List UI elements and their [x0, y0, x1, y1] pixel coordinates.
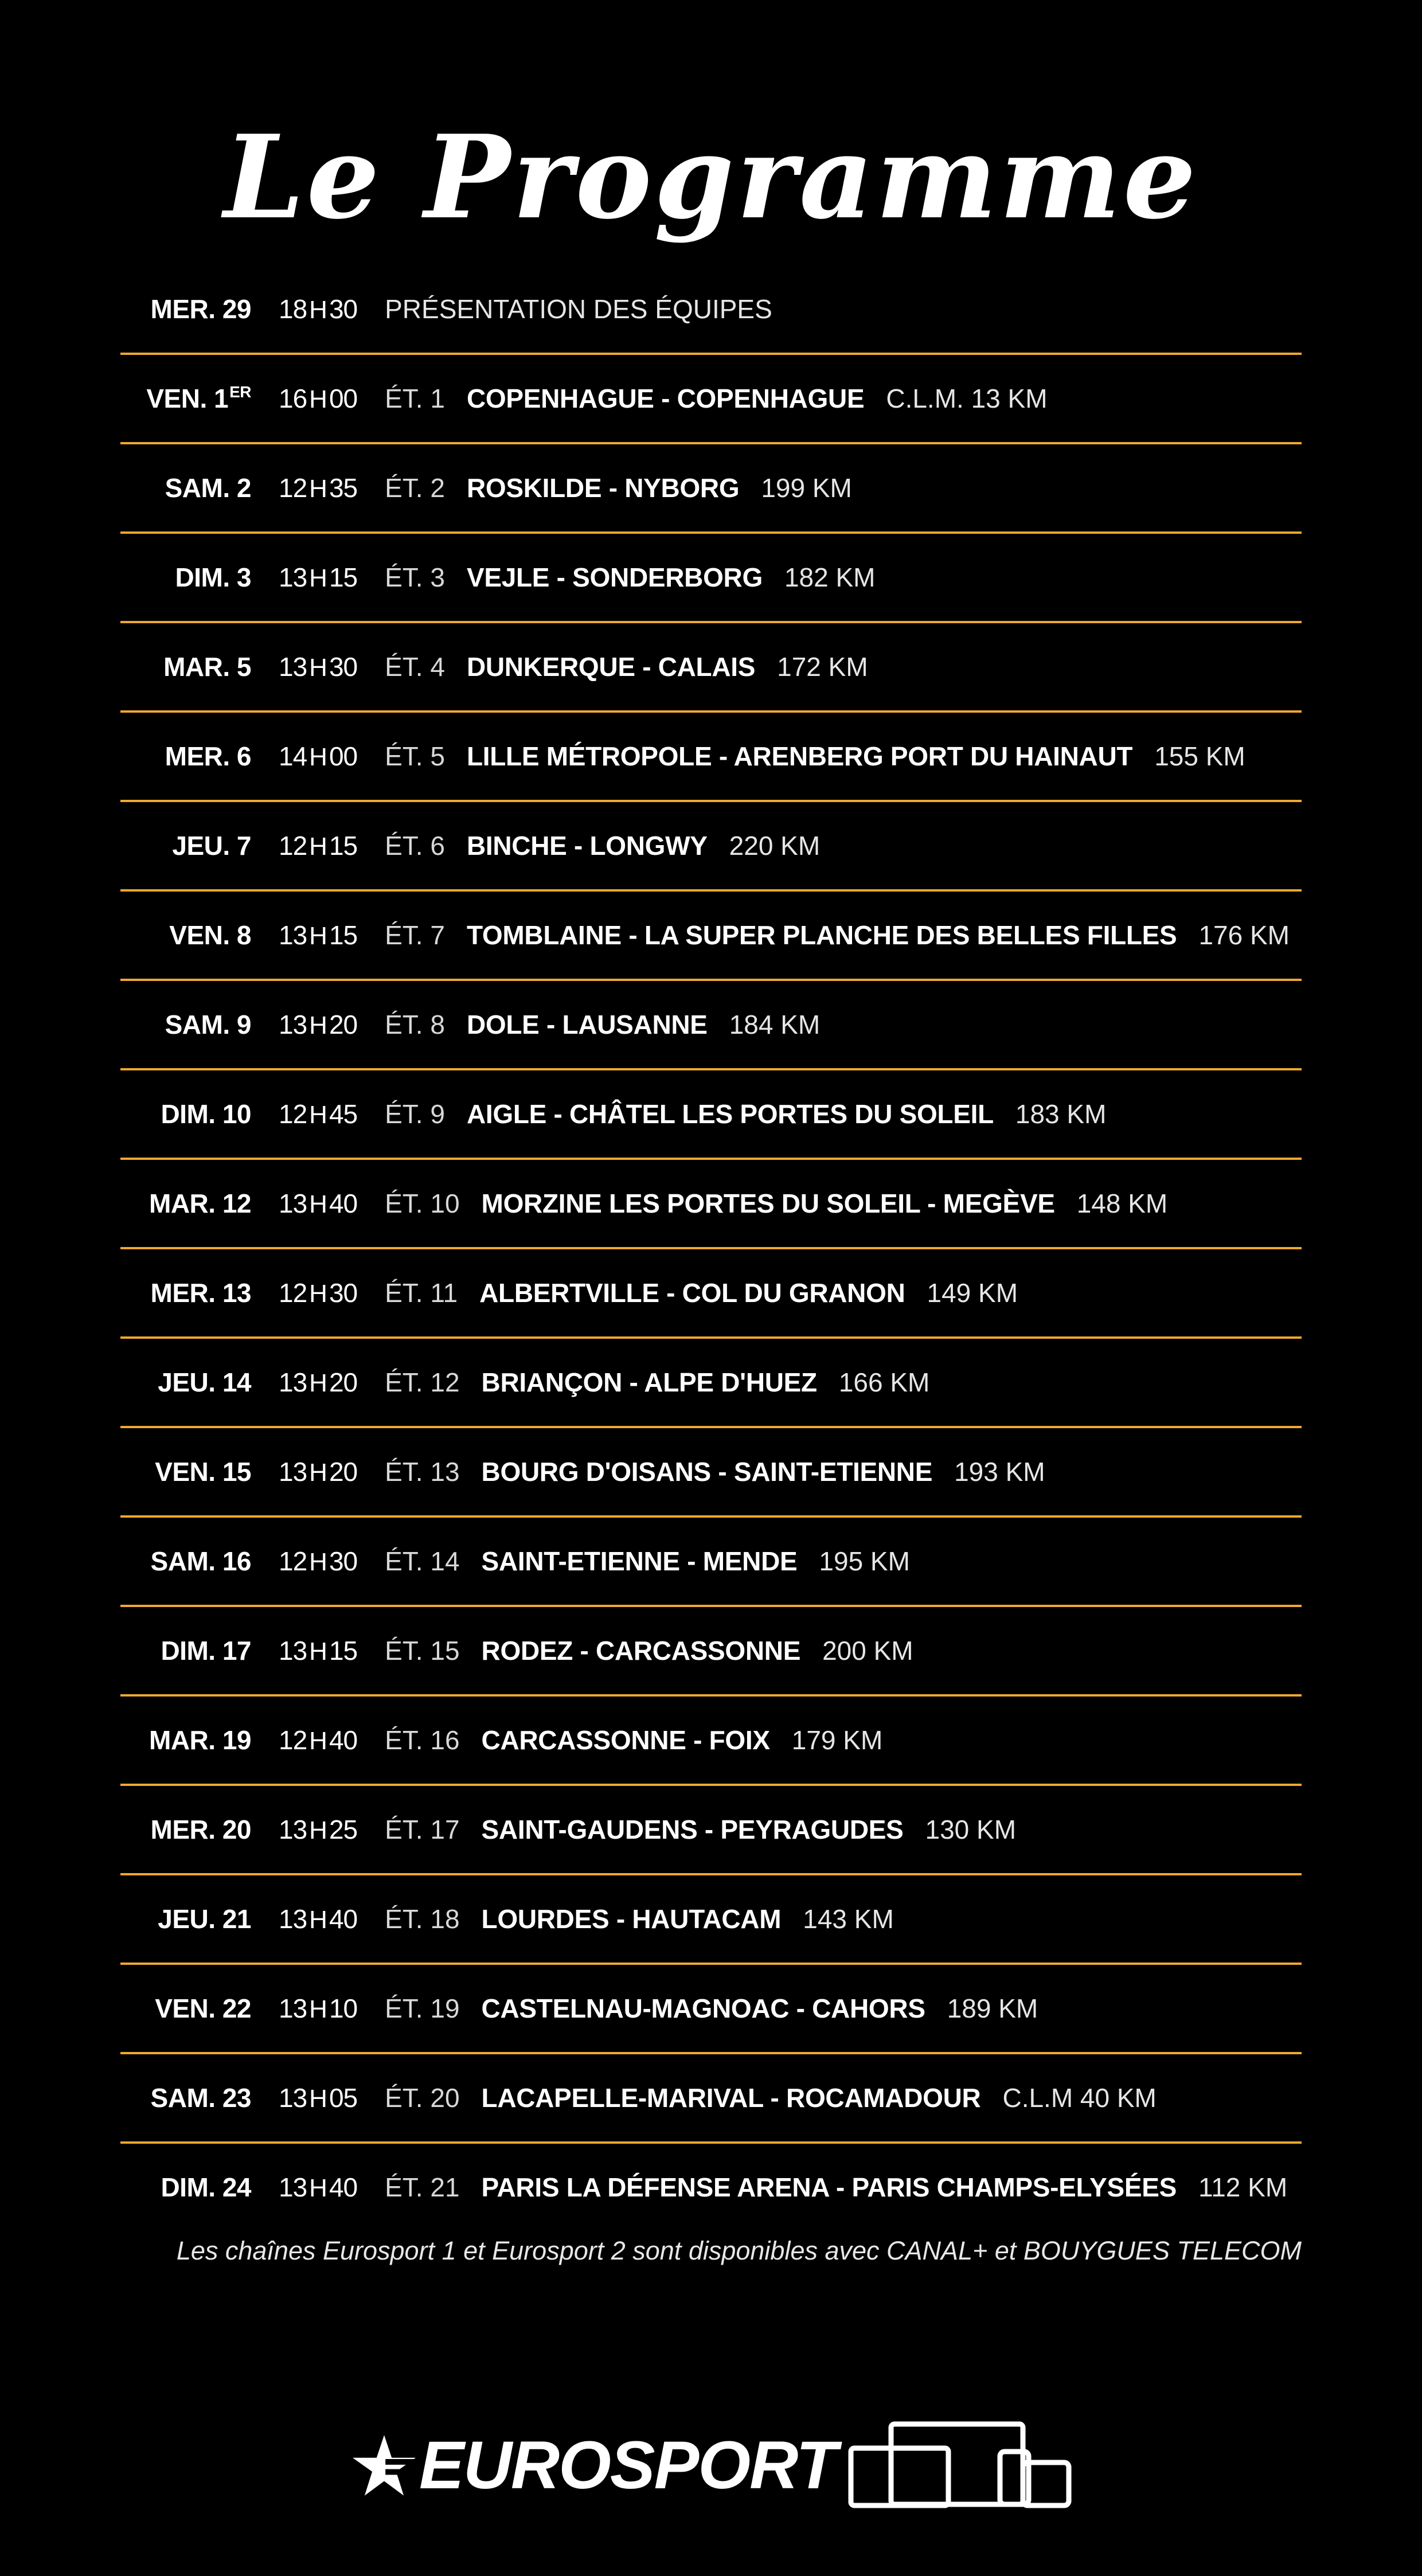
row-time	[279, 1009, 357, 1040]
row-distance: 143 KM	[803, 1904, 894, 1934]
row-stage: ÉT. 12	[385, 1367, 460, 1397]
schedule-row	[120, 1428, 1302, 1518]
row-date	[120, 383, 251, 414]
row-distance: 148 KM	[1076, 1189, 1168, 1218]
row-date	[120, 1277, 251, 1308]
row-date-text: DIM. 3	[175, 562, 251, 592]
row-time-unit: H	[309, 1459, 327, 1487]
schedule-row	[120, 892, 1302, 981]
row-distance: 182 KM	[784, 562, 876, 592]
row-time-unit: H	[309, 2174, 327, 2202]
row-date	[120, 1814, 251, 1845]
row-time-minute: 15	[329, 562, 358, 592]
row-stage: ÉT. 8	[385, 1010, 445, 1039]
row-stage: ÉT. 4	[385, 652, 445, 682]
row-time-hour: 13	[279, 1993, 307, 2023]
row-time-minute: 35	[329, 473, 358, 503]
row-stage: ÉT. 20	[385, 2083, 460, 2113]
row-route: SAINT-ETIENNE - MENDE	[481, 1546, 798, 1576]
row-distance: 130 KM	[925, 1815, 1017, 1844]
row-time	[279, 741, 357, 772]
row-time	[279, 1367, 357, 1398]
row-route: DUNKERQUE - CALAIS	[466, 652, 756, 682]
row-route: LOURDES - HAUTACAM	[481, 1904, 782, 1934]
row-time-hour: 13	[279, 1367, 307, 1397]
row-time-unit: H	[309, 1190, 327, 1218]
row-time-unit: H	[309, 1548, 327, 1576]
row-stage: ÉT. 6	[385, 831, 445, 861]
row-time-unit: H	[309, 1995, 327, 2023]
row-distance: C.L.M. 13 KM	[886, 384, 1048, 413]
row-stage: ÉT. 11	[385, 1278, 458, 1308]
row-route: RODEZ - CARCASSONNE	[481, 1636, 801, 1666]
row-distance: 200 KM	[822, 1636, 913, 1666]
schedule-row	[120, 1875, 1302, 1965]
row-time-unit: H	[309, 1101, 327, 1129]
row-distance: 176 KM	[1198, 920, 1290, 950]
row-date	[120, 1367, 251, 1398]
schedule-row	[120, 1070, 1302, 1160]
row-distance: 172 KM	[777, 652, 868, 682]
row-time-hour: 18	[279, 294, 307, 324]
row-date	[120, 294, 251, 325]
row-stage: ÉT. 16	[385, 1725, 460, 1755]
schedule-list	[120, 265, 1302, 2231]
row-date	[120, 920, 251, 951]
row-date	[120, 1635, 251, 1666]
row-route: CARCASSONNE - FOIX	[481, 1725, 770, 1755]
row-time-hour: 13	[279, 1636, 307, 1666]
row-time-unit: H	[309, 1011, 327, 1039]
row-stage: ÉT. 13	[385, 1457, 460, 1487]
row-time-minute: 30	[329, 652, 358, 682]
row-time-hour: 12	[279, 831, 307, 861]
row-time	[279, 1814, 357, 1845]
row-time-minute: 05	[329, 2083, 358, 2113]
row-route: ALBERTVILLE - COL DU GRANON	[479, 1278, 905, 1308]
row-stage: ÉT. 15	[385, 1636, 460, 1666]
row-route: DOLE - LAUSANNE	[466, 1010, 708, 1039]
row-date	[120, 1099, 251, 1129]
schedule-row	[120, 2144, 1302, 2231]
row-time-minute: 00	[329, 384, 358, 413]
row-time-minute: 20	[329, 1367, 358, 1397]
schedule-row	[120, 1339, 1302, 1428]
row-time-unit: H	[309, 296, 327, 324]
row-date-text: MER. 6	[165, 741, 251, 771]
row-distance: 195 KM	[819, 1546, 910, 1576]
row-date	[120, 830, 251, 861]
row-distance: 193 KM	[954, 1457, 1045, 1487]
row-stage: ÉT. 7	[385, 920, 445, 950]
row-date	[120, 1993, 251, 2024]
row-time-hour: 14	[279, 741, 307, 771]
row-time-hour: 12	[279, 1725, 307, 1755]
row-time-minute: 10	[329, 1993, 358, 2023]
row-time-unit: H	[309, 922, 327, 950]
row-date-text: MAR. 12	[149, 1189, 251, 1218]
row-time	[279, 1546, 357, 1577]
row-time	[279, 2172, 357, 2203]
row-time-unit: H	[309, 654, 327, 682]
schedule-row	[120, 1786, 1302, 1875]
row-time	[279, 562, 357, 593]
row-time-minute: 40	[329, 1189, 358, 1218]
row-route: BINCHE - LONGWY	[466, 831, 708, 861]
row-time-minute: 15	[329, 831, 358, 861]
row-stage: ÉT. 3	[385, 562, 445, 592]
row-time	[279, 383, 357, 414]
row-distance: 112 KM	[1198, 2172, 1288, 2202]
row-date-text: MER. 29	[150, 294, 251, 324]
row-presentation: PRÉSENTATION DES ÉQUIPES	[385, 294, 772, 324]
row-time-hour: 13	[279, 562, 307, 592]
row-route: PARIS LA DÉFENSE ARENA - PARIS CHAMPS-ELYSÉES	[481, 2172, 1177, 2202]
row-date-text: VEN. 1	[146, 384, 229, 413]
row-time-unit: H	[309, 1369, 327, 1397]
row-time-unit: H	[309, 2085, 327, 2113]
row-route: SAINT-GAUDENS - PEYRAGUDES	[481, 1815, 904, 1844]
row-time-minute: 15	[329, 1636, 358, 1666]
footnote: Les chaînes Eurosport 1 et Eurosport 2 sont disponibles avec CANAL+ et BOUYGUES TELECOM	[176, 2236, 1302, 2265]
row-time	[279, 2082, 357, 2113]
row-time	[279, 1188, 357, 1219]
row-route: MORZINE LES PORTES DU SOLEIL - MEGÈVE	[481, 1189, 1055, 1218]
row-distance: C.L.M 40 KM	[1002, 2083, 1157, 2113]
row-route: CASTELNAU-MAGNOAC - CAHORS	[481, 1993, 925, 2023]
row-time-minute: 45	[329, 1099, 358, 1129]
row-time-unit: H	[309, 1280, 327, 1308]
row-time	[279, 294, 357, 325]
row-date-text: SAM. 23	[150, 2083, 251, 2113]
row-distance: 183 KM	[1015, 1099, 1107, 1129]
row-time	[279, 1635, 357, 1666]
row-route: BOURG D'OISANS - SAINT-ETIENNE	[481, 1457, 933, 1487]
row-distance: 220 KM	[729, 831, 821, 861]
row-date-text: JEU. 21	[158, 1904, 251, 1934]
row-time-unit: H	[309, 1906, 327, 1934]
row-time-hour: 13	[279, 2172, 307, 2202]
row-date-text: JEU. 14	[158, 1367, 251, 1397]
row-route: ROSKILDE - NYBORG	[466, 473, 740, 503]
schedule-row	[120, 1160, 1302, 1249]
row-time-hour: 12	[279, 1546, 307, 1576]
row-date-text: SAM. 2	[165, 473, 251, 503]
row-date	[120, 1725, 251, 1756]
row-time-minute: 40	[329, 2172, 358, 2202]
eurosport-logo	[353, 2419, 1075, 2511]
row-time	[279, 651, 357, 682]
row-route: VEJLE - SONDERBORG	[466, 562, 763, 592]
row-time-unit: H	[309, 1816, 327, 1844]
row-time-minute: 15	[329, 920, 358, 950]
row-route: LACAPELLE-MARIVAL - ROCAMADOUR	[481, 2083, 981, 2113]
row-route: BRIANÇON - ALPE D'HUEZ	[481, 1367, 817, 1397]
row-time	[279, 1456, 357, 1487]
row-date-text: MAR. 19	[149, 1725, 251, 1755]
schedule-row	[120, 265, 1302, 355]
row-stage: ÉT. 18	[385, 1904, 460, 1934]
row-stage: ÉT. 21	[385, 2172, 460, 2202]
row-time-hour: 13	[279, 1010, 307, 1039]
row-time-minute: 30	[329, 294, 358, 324]
row-distance: 179 KM	[791, 1725, 883, 1755]
row-time-minute: 30	[329, 1278, 358, 1308]
row-date	[120, 2082, 251, 2113]
row-date-text: DIM. 10	[161, 1099, 251, 1129]
row-time	[279, 1277, 357, 1308]
row-stage: ÉT. 10	[385, 1189, 460, 1218]
row-date	[120, 741, 251, 772]
row-time	[279, 920, 357, 951]
row-date	[120, 1546, 251, 1577]
row-route: LILLE MÉTROPOLE - ARENBERG PORT DU HAINAUT	[466, 741, 1133, 771]
row-date	[120, 562, 251, 593]
row-time-hour: 13	[279, 1189, 307, 1218]
row-date	[120, 2172, 251, 2203]
row-distance: 155 KM	[1154, 741, 1245, 771]
row-date-text: MAR. 5	[163, 652, 251, 682]
row-date-text: MER. 20	[150, 1815, 251, 1844]
row-time-hour: 13	[279, 652, 307, 682]
row-time-minute: 20	[329, 1457, 358, 1487]
schedule-row	[120, 1697, 1302, 1786]
logo-brand: EUROSPORT	[419, 2428, 837, 2503]
schedule-row	[120, 981, 1302, 1070]
row-date-text: SAM. 9	[165, 1010, 251, 1039]
page-title: Le Programme	[224, 110, 1198, 245]
row-route: AIGLE - CHÂTEL LES PORTES DU SOLEIL	[466, 1099, 994, 1129]
row-time-hour: 12	[279, 1099, 307, 1129]
row-time-hour: 13	[279, 1904, 307, 1934]
schedule-row	[120, 1607, 1302, 1697]
row-date-text: VEN. 8	[169, 920, 251, 950]
devices-icon	[845, 2419, 1075, 2511]
schedule-row	[120, 355, 1302, 444]
row-time-hour: 13	[279, 2083, 307, 2113]
row-time	[279, 830, 357, 861]
schedule-row	[120, 2054, 1302, 2144]
row-date	[120, 1009, 251, 1040]
schedule-row	[120, 623, 1302, 713]
row-time-unit: H	[309, 743, 327, 771]
row-date	[120, 1456, 251, 1487]
schedule-row	[120, 713, 1302, 802]
row-time-unit: H	[309, 385, 327, 413]
schedule-row	[120, 1249, 1302, 1339]
row-stage: ÉT. 2	[385, 473, 445, 503]
row-date	[120, 651, 251, 682]
row-time-unit: H	[309, 1727, 327, 1755]
row-date-text: SAM. 16	[150, 1546, 251, 1576]
row-date	[120, 1903, 251, 1934]
row-distance: 149 KM	[927, 1278, 1018, 1308]
row-distance: 184 KM	[729, 1010, 821, 1039]
row-stage: ÉT. 19	[385, 1993, 460, 2023]
row-stage: ÉT. 5	[385, 741, 445, 771]
row-route: TOMBLAINE - LA SUPER PLANCHE DES BELLES FILLES	[466, 920, 1177, 950]
row-time-unit: H	[309, 1637, 327, 1666]
row-time-minute: 40	[329, 1725, 358, 1755]
row-time	[279, 472, 357, 503]
row-date-text: DIM. 24	[161, 2172, 251, 2202]
schedule-row	[120, 1965, 1302, 2054]
row-date-text: DIM. 17	[161, 1636, 251, 1666]
row-date-text: JEU. 7	[172, 831, 251, 861]
row-time-unit: H	[309, 832, 327, 861]
row-time	[279, 1099, 357, 1129]
row-distance: 189 KM	[947, 1993, 1038, 2023]
row-stage: ÉT. 1	[385, 384, 445, 413]
row-date-text: MER. 13	[150, 1278, 251, 1308]
row-date	[120, 472, 251, 503]
row-time	[279, 1993, 357, 2024]
row-time-hour: 16	[279, 384, 307, 413]
row-time-hour: 13	[279, 1457, 307, 1487]
row-time	[279, 1903, 357, 1934]
row-time-minute: 40	[329, 1904, 358, 1934]
row-date	[120, 1188, 251, 1219]
schedule-row	[120, 444, 1302, 534]
row-date-text: VEN. 15	[155, 1457, 251, 1487]
row-time-hour: 13	[279, 920, 307, 950]
row-time-hour: 12	[279, 1278, 307, 1308]
row-distance: 199 KM	[761, 473, 852, 503]
row-time-minute: 25	[329, 1815, 358, 1844]
row-date-suffix: ER	[229, 383, 251, 401]
schedule-row	[120, 534, 1302, 623]
row-time-unit: H	[309, 564, 327, 592]
star-icon	[353, 2434, 416, 2497]
row-time-minute: 20	[329, 1010, 358, 1039]
row-distance: 166 KM	[838, 1367, 930, 1397]
row-route: COPENHAGUE - COPENHAGUE	[466, 384, 865, 413]
row-time-minute: 30	[329, 1546, 358, 1576]
row-time-hour: 12	[279, 473, 307, 503]
row-time-unit: H	[309, 475, 327, 503]
row-stage: ÉT. 14	[385, 1546, 460, 1576]
row-time	[279, 1725, 357, 1756]
row-stage: ÉT. 9	[385, 1099, 445, 1129]
row-time-hour: 13	[279, 1815, 307, 1844]
row-date-text: VEN. 22	[155, 1993, 251, 2023]
row-time-minute: 00	[329, 741, 358, 771]
schedule-row	[120, 802, 1302, 892]
row-stage: ÉT. 17	[385, 1815, 460, 1844]
schedule-row	[120, 1518, 1302, 1607]
